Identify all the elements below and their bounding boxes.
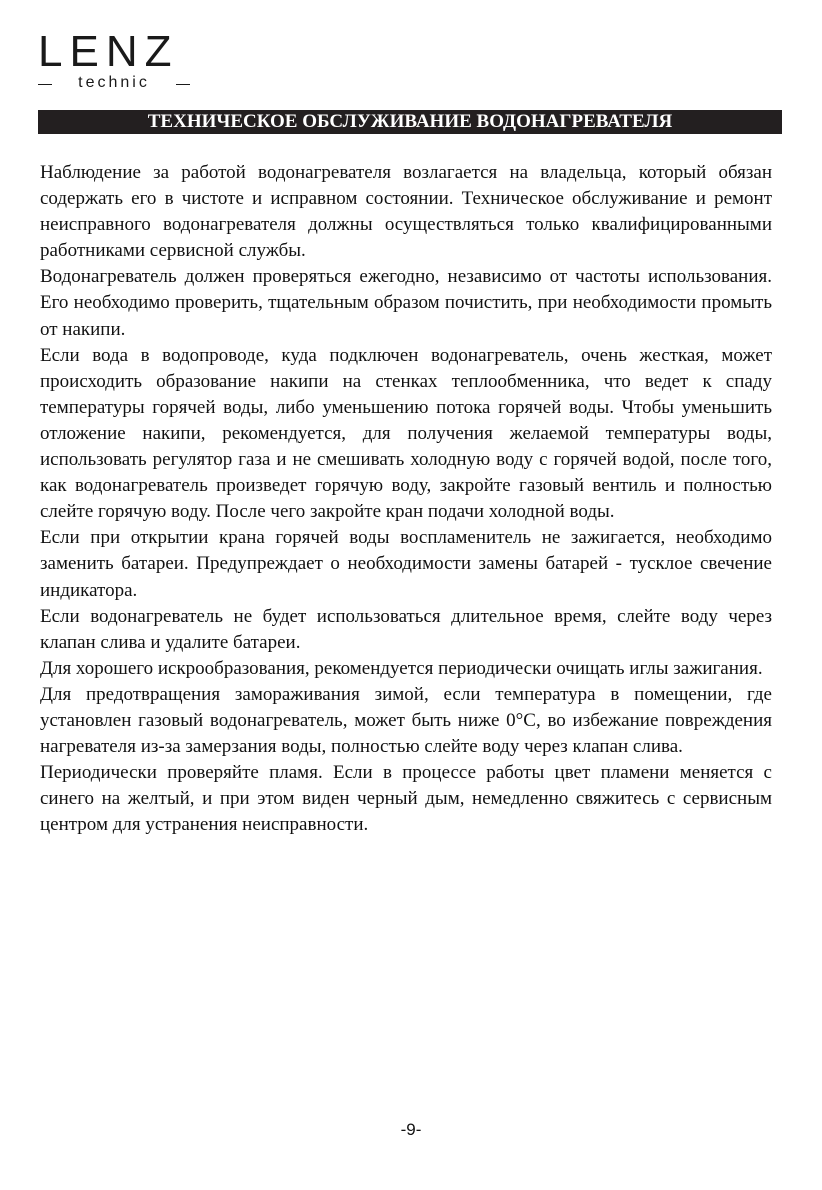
paragraph-owner-responsibility: Наблюдение за работой водонагревателя возлагается на владельца, который обязан содержать его в чистоте и исправном состоянии. Техническое обслуживание и ремонт неисправного водонагревателя должны осуществляться только квалифицированными работниками сервисной службы. <box>40 162 772 262</box>
section-title: ТЕХНИЧЕСКОЕ ОБСЛУЖИВАНИЕ ВОДОНАГРЕВАТЕЛЯ <box>38 110 782 134</box>
page-number: -9- <box>400 1120 422 1139</box>
paragraph-ignition-needles: Для хорошего искрообразования, рекомендуется периодически очищать иглы зажигания. <box>40 657 763 679</box>
paragraph-battery-replacement: Если при открытии крана горячей воды воспламенитель не зажигается, необходимо заменить батареи. Предупреждает о необходимости замены батарей - тусклое свечение индикатора. <box>40 527 772 601</box>
brand-name: LENZ <box>38 27 179 76</box>
paragraph-hard-water: Если вода в водопроводе, куда подключен водонагреватель, очень жесткая, может происходить образование накипи на стенках теплообменника, что ведет к спаду температуры горячей воды, либо уменьшению потока горячей воды. Чтобы уменьшить отложение накипи, рекомендуется, для получения желаемой температуры воды, использовать регулятор газа и не смешивать холодную воду с горячей водой, после того, как водонагреватель произведет горячую воду, закройте газовый вентиль и полностью слейте горячую воду. После чего закройте кран подачи холодной воды. <box>40 344 772 523</box>
paragraph-annual-check: Водонагреватель должен проверяться ежегодно, независимо от частоты использования. Его необходимо проверить, тщательным образом почистить, при необходимости промыть от накипи. <box>40 266 772 340</box>
brand-logo <box>38 27 198 92</box>
paragraph-flame-check: Периодически проверяйте пламя. Если в процессе работы цвет пламени меняется с синего на желтый, и при этом виден черный дым, немедленно свяжитесь с сервисным центром для устранения неисправности. <box>40 762 772 836</box>
paragraph-long-storage: Если водонагреватель не будет использоваться длительное время, слейте воду через клапан слива и удалите батареи. <box>40 605 772 653</box>
brand-tagline: technic <box>38 74 190 92</box>
paragraph-freeze-protection: Для предотвращения замораживания зимой, если температура в помещении, где установлен газовый водонагреватель, может быть ниже 0°С, во избежание повреждения нагревателя из-за замерзания воды, полностью слейте воду через клапан слива. <box>40 683 772 758</box>
body-text <box>40 160 772 838</box>
